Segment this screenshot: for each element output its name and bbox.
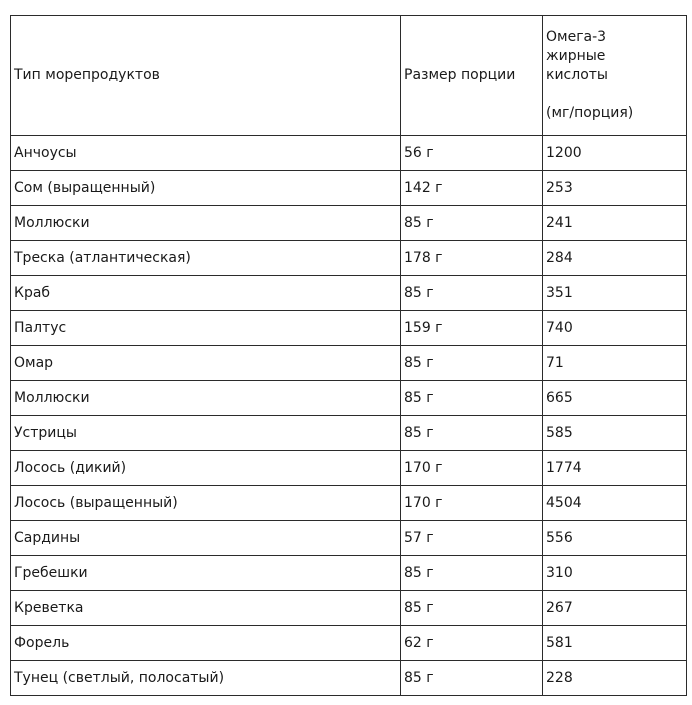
cell-seafood-type: Устрицы — [11, 416, 401, 451]
cell-omega3-value: 253 — [543, 171, 687, 206]
cell-seafood-type: Моллюски — [11, 381, 401, 416]
header-omega3-line3: кислоты — [546, 67, 608, 83]
cell-serving-size: 170 г — [401, 451, 543, 486]
cell-serving-size: 85 г — [401, 206, 543, 241]
cell-omega3-value: 581 — [543, 626, 687, 661]
cell-serving-size: 159 г — [401, 311, 543, 346]
header-omega3-line1: Омега-3 — [546, 29, 607, 45]
cell-seafood-type: Омар — [11, 346, 401, 381]
table-row — [11, 416, 687, 451]
cell-seafood-type: Моллюски — [11, 206, 401, 241]
cell-seafood-type: Краб — [11, 276, 401, 311]
cell-omega3-value: 556 — [543, 521, 687, 556]
cell-serving-size: 85 г — [401, 591, 543, 626]
header-omega3-unit: (мг/порция) — [546, 105, 634, 121]
cell-serving-size: 85 г — [401, 276, 543, 311]
table-row — [11, 346, 687, 381]
cell-seafood-type: Лосось (дикий) — [11, 451, 401, 486]
table-row — [11, 626, 687, 661]
cell-seafood-type: Треска (атлантическая) — [11, 241, 401, 276]
table-row — [11, 451, 687, 486]
header-serving-size: Размер порции — [401, 16, 543, 136]
cell-serving-size: 56 г — [401, 136, 543, 171]
table-header-row — [11, 16, 687, 136]
cell-serving-size: 85 г — [401, 661, 543, 696]
table-row — [11, 241, 687, 276]
table-row — [11, 591, 687, 626]
cell-omega3-value: 228 — [543, 661, 687, 696]
cell-serving-size: 62 г — [401, 626, 543, 661]
cell-omega3-value: 585 — [543, 416, 687, 451]
cell-serving-size: 142 г — [401, 171, 543, 206]
cell-omega3-value: 1200 — [543, 136, 687, 171]
cell-seafood-type: Креветка — [11, 591, 401, 626]
table-row — [11, 311, 687, 346]
table-row — [11, 206, 687, 241]
cell-seafood-type: Лосось (выращенный) — [11, 486, 401, 521]
cell-omega3-value: 665 — [543, 381, 687, 416]
cell-seafood-type: Гребешки — [11, 556, 401, 591]
cell-seafood-type: Анчоусы — [11, 136, 401, 171]
table-row — [11, 661, 687, 696]
cell-serving-size: 178 г — [401, 241, 543, 276]
cell-seafood-type: Форель — [11, 626, 401, 661]
cell-serving-size: 85 г — [401, 556, 543, 591]
cell-omega3-value: 1774 — [543, 451, 687, 486]
header-omega3-line2: жирные — [546, 48, 606, 64]
table-row — [11, 556, 687, 591]
table-row — [11, 521, 687, 556]
cell-serving-size: 85 г — [401, 416, 543, 451]
cell-seafood-type: Тунец (светлый, полосатый) — [11, 661, 401, 696]
cell-serving-size: 170 г — [401, 486, 543, 521]
cell-seafood-type: Палтус — [11, 311, 401, 346]
cell-omega3-value: 740 — [543, 311, 687, 346]
table-row — [11, 276, 687, 311]
table-row — [11, 136, 687, 171]
cell-omega3-value: 241 — [543, 206, 687, 241]
cell-serving-size: 85 г — [401, 346, 543, 381]
cell-omega3-value: 71 — [543, 346, 687, 381]
cell-omega3-value: 267 — [543, 591, 687, 626]
cell-omega3-value: 310 — [543, 556, 687, 591]
table-row — [11, 171, 687, 206]
table-row — [11, 381, 687, 416]
header-seafood-type: Тип морепродуктов — [11, 16, 401, 136]
cell-seafood-type: Сом (выращенный) — [11, 171, 401, 206]
cell-seafood-type: Сардины — [11, 521, 401, 556]
cell-omega3-value: 4504 — [543, 486, 687, 521]
cell-omega3-value: 284 — [543, 241, 687, 276]
seafood-omega3-table — [10, 15, 687, 696]
cell-serving-size: 57 г — [401, 521, 543, 556]
cell-serving-size: 85 г — [401, 381, 543, 416]
table-row — [11, 486, 687, 521]
header-omega3 — [543, 16, 687, 136]
cell-omega3-value: 351 — [543, 276, 687, 311]
